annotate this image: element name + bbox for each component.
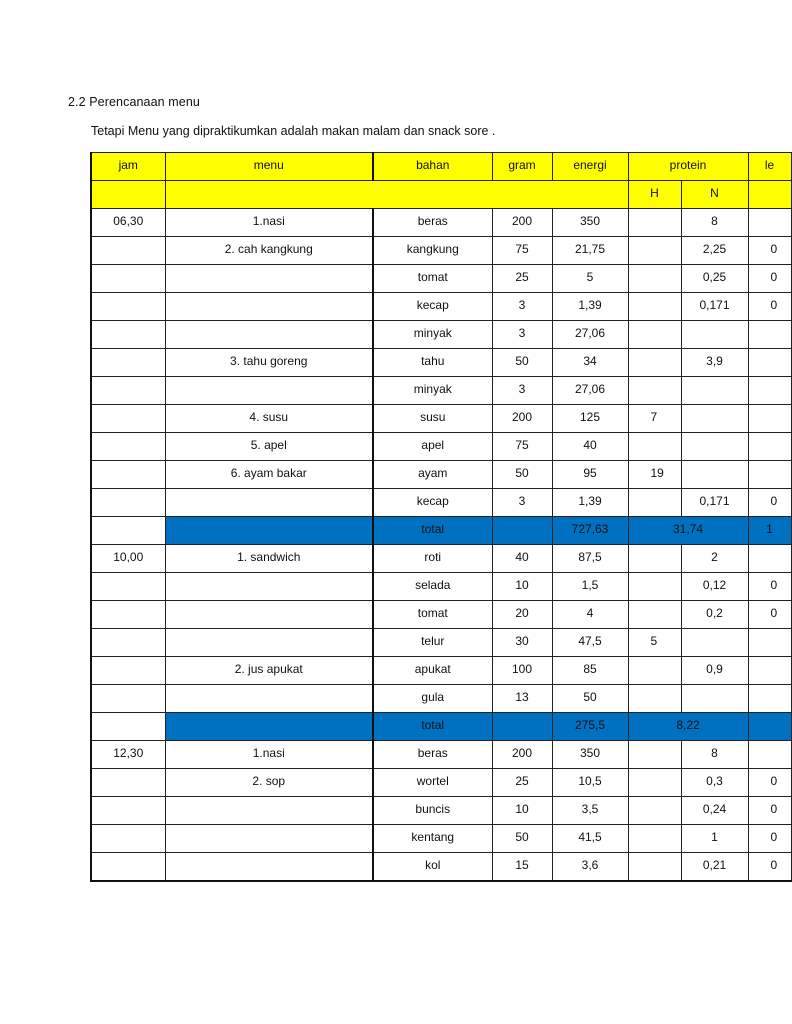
cell-jam [91,433,165,461]
cell-jam [91,657,165,685]
intro-text: Tetapi Menu yang dipraktikumkan adalah makan malam dan snack sore . [91,124,496,138]
cell-lemak [748,461,791,489]
cell-bahan: buncis [373,797,492,825]
cell-jam [91,713,165,741]
cell-bahan: total [373,517,492,545]
table-row [91,433,791,461]
cell-protein-n [681,433,748,461]
cell-bahan: beras [373,209,492,237]
cell-gram: 3 [492,489,552,517]
cell-menu: 2. sop [165,769,373,797]
table-row [91,573,791,601]
subheader-n: N [681,181,748,209]
cell-energi: 87,5 [552,545,628,573]
table-row [91,405,791,433]
cell-protein-n: 1 [681,825,748,853]
cell-energi: 727,63 [552,517,628,545]
cell-menu: 3. tahu goreng [165,349,373,377]
cell-gram: 50 [492,461,552,489]
cell-jam [91,629,165,657]
table-row [91,853,791,881]
cell-gram: 100 [492,657,552,685]
cell-menu: 1.nasi [165,209,373,237]
cell-protein-h [628,489,681,517]
table-row [91,629,791,657]
cell-lemak: 1 [748,517,791,545]
table-row [91,321,791,349]
cell-gram: 10 [492,797,552,825]
table-row [91,293,791,321]
table-row [91,209,791,237]
header-bahan: bahan [373,153,492,181]
cell-lemak [748,377,791,405]
cell-protein-n [681,685,748,713]
cell-energi: 3,6 [552,853,628,881]
cell-protein-total: 8,22 [628,713,748,741]
cell-lemak [748,321,791,349]
cell-energi: 50 [552,685,628,713]
cell-lemak: 0 [748,797,791,825]
cell-lemak [748,657,791,685]
cell-protein-n: 8 [681,741,748,769]
cell-energi: 1,39 [552,489,628,517]
table-row [91,601,791,629]
cell-bahan: gula [373,685,492,713]
cell-lemak [748,629,791,657]
cell-protein-h: 7 [628,405,681,433]
cell-gram [492,713,552,741]
cell-protein-n: 2 [681,545,748,573]
cell-gram: 13 [492,685,552,713]
cell-menu [165,629,373,657]
cell-jam [91,405,165,433]
cell-protein-h [628,349,681,377]
cell-bahan: selada [373,573,492,601]
cell-menu [165,853,373,881]
cell-protein-h [628,293,681,321]
cell-bahan: tahu [373,349,492,377]
table-row [91,685,791,713]
cell-menu: 4. susu [165,405,373,433]
cell-jam [91,825,165,853]
total-row [91,713,791,741]
cell-lemak: 0 [748,825,791,853]
cell-jam [91,769,165,797]
cell-energi: 125 [552,405,628,433]
table-row [91,237,791,265]
cell-jam [91,237,165,265]
cell-menu [165,685,373,713]
cell-protein-h [628,321,681,349]
cell-energi: 10,5 [552,769,628,797]
cell-protein-n: 0,2 [681,601,748,629]
cell-lemak [748,433,791,461]
cell-gram: 75 [492,237,552,265]
cell-energi: 27,06 [552,321,628,349]
cell-energi: 1,5 [552,573,628,601]
cell-jam [91,321,165,349]
header-gram: gram [492,153,552,181]
cell-protein-h [628,685,681,713]
cell-gram: 25 [492,265,552,293]
cell-menu: 1.nasi [165,741,373,769]
cell-lemak: 0 [748,237,791,265]
cell-protein-n: 0,21 [681,853,748,881]
cell-energi: 5 [552,265,628,293]
cell-jam: 06,30 [91,209,165,237]
total-row [91,517,791,545]
cell-lemak [748,545,791,573]
cell-bahan: tomat [373,265,492,293]
cell-protein-n: 0,171 [681,489,748,517]
cell-lemak [748,349,791,377]
cell-protein-n [681,629,748,657]
cell-bahan: kol [373,853,492,881]
cell-protein-n [681,321,748,349]
cell-jam [91,265,165,293]
cell-menu [165,321,373,349]
cell-lemak: 0 [748,853,791,881]
table-row [91,265,791,293]
cell-protein-n: 8 [681,209,748,237]
table-row [91,489,791,517]
cell-protein-h: 5 [628,629,681,657]
cell-jam: 12,30 [91,741,165,769]
cell-jam [91,377,165,405]
cell-bahan: kecap [373,293,492,321]
header-jam: jam [91,153,165,181]
table-row [91,349,791,377]
cell-gram [492,517,552,545]
table-row [91,377,791,405]
cell-bahan: susu [373,405,492,433]
cell-energi: 275,5 [552,713,628,741]
cell-menu: 2. jus apukat [165,657,373,685]
cell-gram: 10 [492,573,552,601]
cell-bahan: minyak [373,377,492,405]
cell-energi: 4 [552,601,628,629]
cell-gram: 200 [492,741,552,769]
header-energi: energi [552,153,628,181]
cell-bahan: apel [373,433,492,461]
cell-jam [91,853,165,881]
cell-jam [91,601,165,629]
menu-table [90,152,792,882]
cell-lemak [748,685,791,713]
cell-lemak [748,741,791,769]
cell-menu: 1. sandwich [165,545,373,573]
cell-gram: 25 [492,769,552,797]
subheader-lemak [748,181,791,209]
cell-lemak [748,209,791,237]
cell-gram: 3 [492,377,552,405]
cell-protein-h [628,853,681,881]
cell-protein-h [628,573,681,601]
cell-bahan: minyak [373,321,492,349]
cell-protein-n: 0,24 [681,797,748,825]
cell-protein-h [628,545,681,573]
table-body [91,153,791,881]
cell-energi: 85 [552,657,628,685]
cell-bahan: wortel [373,769,492,797]
cell-lemak: 0 [748,573,791,601]
table-row [91,657,791,685]
cell-lemak: 0 [748,769,791,797]
cell-protein-n: 0,9 [681,657,748,685]
cell-protein-h [628,657,681,685]
table-row [91,797,791,825]
cell-bahan: apukat [373,657,492,685]
cell-protein-h [628,741,681,769]
cell-protein-n [681,405,748,433]
cell-bahan: tomat [373,601,492,629]
cell-protein-n [681,377,748,405]
cell-gram: 50 [492,349,552,377]
cell-gram: 40 [492,545,552,573]
cell-gram: 3 [492,321,552,349]
cell-energi: 27,06 [552,377,628,405]
cell-jam [91,461,165,489]
cell-protein-h [628,433,681,461]
cell-menu [165,713,373,741]
cell-menu [165,601,373,629]
cell-gram: 50 [492,825,552,853]
cell-gram: 15 [492,853,552,881]
cell-jam [91,517,165,545]
cell-gram: 30 [492,629,552,657]
cell-protein-h [628,265,681,293]
cell-lemak: 0 [748,265,791,293]
cell-jam [91,685,165,713]
table-row [91,825,791,853]
cell-bahan: ayam [373,461,492,489]
cell-protein-h [628,601,681,629]
cell-lemak [748,713,791,741]
cell-protein-h [628,797,681,825]
cell-menu: 5. apel [165,433,373,461]
cell-menu [165,825,373,853]
subheader-row [91,181,791,209]
cell-protein-n: 3,9 [681,349,748,377]
cell-gram: 3 [492,293,552,321]
table-row [91,769,791,797]
cell-protein-n: 0,3 [681,769,748,797]
cell-menu: 2. cah kangkung [165,237,373,265]
cell-gram: 200 [492,209,552,237]
cell-protein-total: 31,74 [628,517,748,545]
cell-menu [165,517,373,545]
subheader-blank [91,181,165,209]
cell-energi: 47,5 [552,629,628,657]
cell-protein-h [628,209,681,237]
cell-menu [165,573,373,601]
cell-energi: 41,5 [552,825,628,853]
subheader-span [165,181,628,209]
header-menu: menu [165,153,373,181]
cell-energi: 350 [552,209,628,237]
cell-protein-h [628,237,681,265]
cell-protein-n [681,461,748,489]
cell-menu [165,265,373,293]
cell-jam [91,797,165,825]
cell-lemak: 0 [748,489,791,517]
cell-protein-h [628,769,681,797]
cell-energi: 95 [552,461,628,489]
cell-jam [91,573,165,601]
cell-lemak [748,405,791,433]
cell-bahan: kentang [373,825,492,853]
cell-gram: 20 [492,601,552,629]
cell-energi: 21,75 [552,237,628,265]
cell-menu [165,489,373,517]
cell-energi: 34 [552,349,628,377]
subheader-h: H [628,181,681,209]
cell-jam [91,293,165,321]
cell-gram: 200 [492,405,552,433]
cell-menu [165,797,373,825]
cell-menu: 6. ayam bakar [165,461,373,489]
cell-bahan: kangkung [373,237,492,265]
header-row [91,153,791,181]
cell-bahan: beras [373,741,492,769]
cell-protein-n: 0,25 [681,265,748,293]
header-lemak: le [748,153,791,181]
menu-table-container [90,152,778,912]
cell-lemak: 0 [748,601,791,629]
cell-bahan: total [373,713,492,741]
cell-bahan: kecap [373,489,492,517]
cell-protein-n: 2,25 [681,237,748,265]
cell-jam [91,489,165,517]
cell-gram: 75 [492,433,552,461]
cell-protein-h [628,825,681,853]
table-row [91,461,791,489]
table-row [91,741,791,769]
cell-bahan: roti [373,545,492,573]
cell-jam [91,349,165,377]
cell-energi: 1,39 [552,293,628,321]
cell-energi: 40 [552,433,628,461]
cell-protein-n: 0,171 [681,293,748,321]
cell-lemak: 0 [748,293,791,321]
cell-bahan: telur [373,629,492,657]
cell-menu [165,293,373,321]
table-row [91,545,791,573]
section-heading: 2.2 Perencanaan menu [68,95,200,109]
cell-menu [165,377,373,405]
cell-protein-n: 0,12 [681,573,748,601]
header-protein: protein [628,153,748,181]
cell-jam: 10,00 [91,545,165,573]
cell-protein-h [628,377,681,405]
cell-protein-h: 19 [628,461,681,489]
cell-energi: 3,5 [552,797,628,825]
cell-energi: 350 [552,741,628,769]
